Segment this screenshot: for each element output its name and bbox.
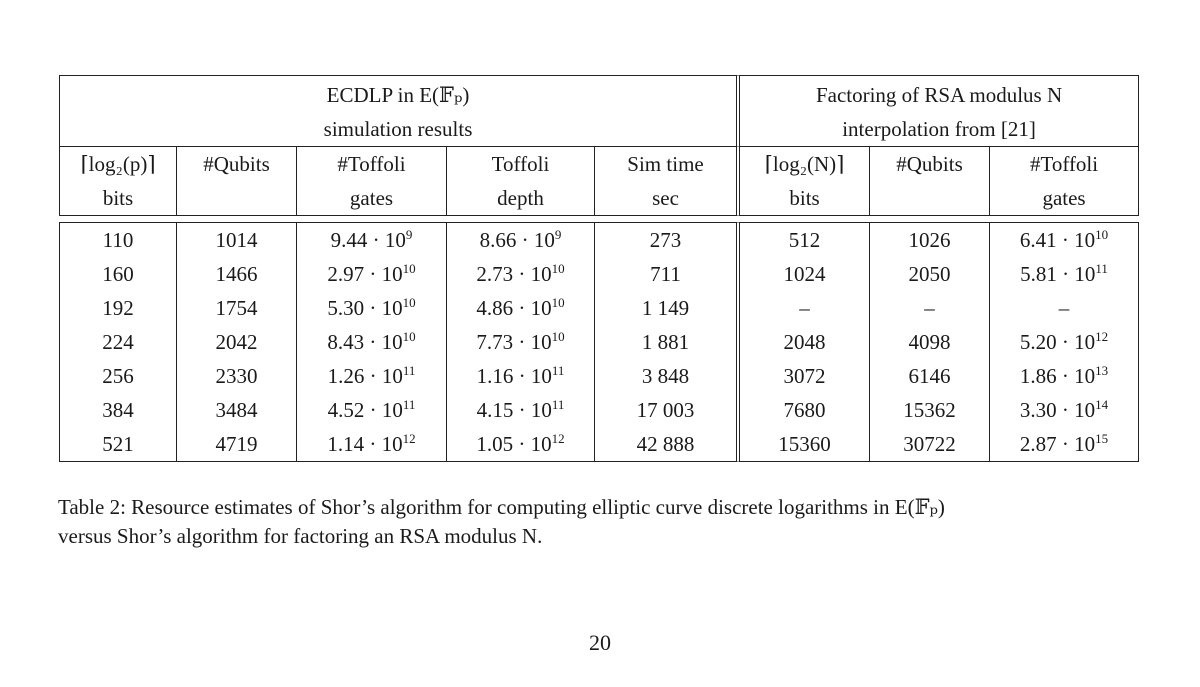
cell-sim-time: 1 149 <box>595 291 740 325</box>
cell-rsa-toffoli-gates-exponent: 14 <box>1095 397 1109 412</box>
cell-ecdlp-toffoli-depth-base: · 10 <box>513 296 552 320</box>
cell-ecdlp-toffoli-depth-mantissa: 1.05 <box>476 432 514 456</box>
cell-ecdlp-qubits: 1754 <box>177 291 297 325</box>
cell-ecdlp-toffoli-gates-mantissa: 9.44 <box>330 228 368 252</box>
cell-log2p-bits: 160 <box>59 257 177 291</box>
cell-rsa-toffoli-gates <box>990 393 1139 427</box>
cell-rsa-toffoli-gates-mantissa: 3.30 <box>1019 398 1057 422</box>
cell-rsa-toffoli-gates-exponent: 10 <box>1095 227 1109 242</box>
cell-rsa-toffoli-gates-base: · 10 <box>1056 330 1096 354</box>
cell-ecdlp-toffoli-depth-base: · 10 <box>513 398 552 422</box>
cell-ecdlp-toffoli-depth-exponent: 11 <box>551 397 565 412</box>
table-row <box>59 222 1139 257</box>
cell-sim-time: 711 <box>595 257 740 291</box>
cell-ecdlp-toffoli-depth-exponent: 11 <box>551 363 565 378</box>
cell-rsa-toffoli-gates-base: · 10 <box>1056 228 1096 252</box>
cell-ecdlp-toffoli-depth <box>447 427 595 462</box>
cell-ecdlp-toffoli-depth-exponent: 10 <box>551 261 565 276</box>
cell-rsa-toffoli-gates <box>990 427 1139 462</box>
cell-ecdlp-toffoli-gates-exponent: 9 <box>405 227 413 242</box>
column-unit-7 <box>870 181 990 216</box>
cell-rsa-toffoli-gates-base: · 10 <box>1056 364 1096 388</box>
column-header-8: #Toffoli <box>990 146 1139 181</box>
cell-log2n-bits: 512 <box>740 222 870 257</box>
cell-rsa-toffoli-gates-mantissa: 2.87 <box>1019 432 1057 456</box>
cell-ecdlp-toffoli-gates <box>297 257 447 291</box>
cell-log2n-bits: – <box>740 291 870 325</box>
cell-ecdlp-toffoli-depth-base: · 10 <box>513 432 552 456</box>
cell-rsa-toffoli-gates-exponent: 13 <box>1095 363 1109 378</box>
cell-rsa-toffoli-gates <box>990 257 1139 291</box>
column-header-row-1 <box>59 146 1139 181</box>
column-unit-5: sec <box>595 181 740 216</box>
cell-ecdlp-toffoli-gates-mantissa: 5.30 <box>327 296 365 320</box>
cell-ecdlp-toffoli-depth-base: · 10 <box>513 330 552 354</box>
cell-log2p-bits: 110 <box>59 222 177 257</box>
cell-ecdlp-toffoli-gates-mantissa: 2.97 <box>327 262 365 286</box>
cell-ecdlp-toffoli-gates-mantissa: 8.43 <box>327 330 365 354</box>
cell-ecdlp-toffoli-gates-base: · 10 <box>364 432 403 456</box>
cell-ecdlp-toffoli-depth-exponent: 10 <box>551 329 565 344</box>
cell-sim-time: 3 848 <box>595 359 740 393</box>
cell-ecdlp-toffoli-gates-exponent: 11 <box>402 397 416 412</box>
cell-rsa-qubits: 4098 <box>870 325 990 359</box>
cell-rsa-qubits: 30722 <box>870 427 990 462</box>
column-unit-1: bits <box>59 181 177 216</box>
cell-rsa-toffoli-gates <box>990 222 1139 257</box>
cell-ecdlp-toffoli-gates-exponent: 10 <box>402 261 416 276</box>
cell-ecdlp-toffoli-gates-mantissa: 1.14 <box>327 432 365 456</box>
cell-ecdlp-toffoli-gates-exponent: 11 <box>402 363 416 378</box>
cell-ecdlp-toffoli-gates-base: · 10 <box>364 364 403 388</box>
cell-ecdlp-toffoli-gates-exponent: 10 <box>402 329 416 344</box>
table-row <box>59 393 1139 427</box>
caption-line-2: versus Shor’s algorithm for factoring an RSA modulus N. <box>58 524 543 548</box>
cell-ecdlp-toffoli-depth-mantissa: 8.66 <box>479 228 517 252</box>
cell-rsa-toffoli-gates-exponent: 11 <box>1095 261 1108 276</box>
resource-estimates-table <box>59 75 1139 462</box>
column-unit-8: gates <box>990 181 1139 216</box>
cell-ecdlp-toffoli-gates <box>297 325 447 359</box>
cell-ecdlp-toffoli-gates <box>297 291 447 325</box>
caption-prefix: Table 2: <box>58 495 126 519</box>
cell-log2p-bits: 224 <box>59 325 177 359</box>
cell-ecdlp-toffoli-depth-mantissa: 1.16 <box>476 364 514 388</box>
cell-ecdlp-toffoli-depth <box>447 291 595 325</box>
cell-rsa-toffoli-gates-base: · 10 <box>1056 398 1096 422</box>
cell-ecdlp-toffoli-depth <box>447 257 595 291</box>
group-header-row-1 <box>59 75 1139 112</box>
cell-log2n-bits: 2048 <box>740 325 870 359</box>
table-row <box>59 427 1139 462</box>
group-right-subtitle: interpolation from [21] <box>740 112 1139 146</box>
table-row <box>59 291 1139 325</box>
cell-log2n-bits: 3072 <box>740 359 870 393</box>
cell-sim-time: 42 888 <box>595 427 740 462</box>
cell-rsa-toffoli-gates-mantissa: 1.86 <box>1019 364 1057 388</box>
cell-sim-time: 273 <box>595 222 740 257</box>
cell-ecdlp-toffoli-gates <box>297 427 447 462</box>
cell-ecdlp-qubits: 2330 <box>177 359 297 393</box>
cell-log2p-bits: 384 <box>59 393 177 427</box>
cell-ecdlp-toffoli-depth-base: · 10 <box>516 228 555 252</box>
column-header-2: #Qubits <box>177 146 297 181</box>
cell-ecdlp-qubits: 4719 <box>177 427 297 462</box>
cell-ecdlp-qubits: 3484 <box>177 393 297 427</box>
cell-ecdlp-toffoli-gates-base: · 10 <box>364 296 403 320</box>
cell-rsa-toffoli-gates-mantissa: 6.41 <box>1019 228 1057 252</box>
group-right-title: Factoring of RSA modulus N <box>740 75 1139 112</box>
cell-ecdlp-toffoli-gates-base: · 10 <box>367 228 406 252</box>
table-caption <box>58 493 1148 551</box>
table-row <box>59 257 1139 291</box>
cell-ecdlp-qubits: 1466 <box>177 257 297 291</box>
resource-estimates-table-container <box>59 75 1139 462</box>
cell-ecdlp-toffoli-depth <box>447 393 595 427</box>
table-row <box>59 359 1139 393</box>
cell-ecdlp-toffoli-gates-mantissa: 4.52 <box>327 398 365 422</box>
cell-log2p-bits: 192 <box>59 291 177 325</box>
cell-ecdlp-toffoli-depth <box>447 325 595 359</box>
cell-ecdlp-toffoli-gates <box>297 222 447 257</box>
cell-ecdlp-toffoli-depth-base: · 10 <box>513 262 552 286</box>
column-header-6: ⌈log₂(N)⌉ <box>740 146 870 181</box>
cell-rsa-qubits: 2050 <box>870 257 990 291</box>
cell-ecdlp-qubits: 2042 <box>177 325 297 359</box>
column-header-row-2 <box>59 181 1139 216</box>
cell-ecdlp-toffoli-gates-exponent: 10 <box>402 295 416 310</box>
cell-log2n-bits: 15360 <box>740 427 870 462</box>
cell-rsa-qubits: 15362 <box>870 393 990 427</box>
cell-ecdlp-toffoli-depth-mantissa: 2.73 <box>476 262 514 286</box>
cell-rsa-toffoli-gates <box>990 359 1139 393</box>
cell-ecdlp-toffoli-depth-mantissa: 7.73 <box>476 330 514 354</box>
column-unit-6: bits <box>740 181 870 216</box>
cell-rsa-toffoli-gates <box>990 291 1139 325</box>
cell-ecdlp-toffoli-gates-mantissa: 1.26 <box>327 364 365 388</box>
column-header-5: Sim time <box>595 146 740 181</box>
cell-rsa-toffoli-gates-base: · 10 <box>1056 432 1096 456</box>
column-header-4: Toffoli <box>447 146 595 181</box>
cell-ecdlp-toffoli-depth <box>447 222 595 257</box>
cell-sim-time: 17 003 <box>595 393 740 427</box>
cell-rsa-toffoli-gates-exponent: 12 <box>1095 329 1109 344</box>
cell-log2p-bits: 256 <box>59 359 177 393</box>
cell-rsa-qubits: 6146 <box>870 359 990 393</box>
cell-ecdlp-toffoli-gates-base: · 10 <box>364 330 403 354</box>
cell-ecdlp-toffoli-depth-base: · 10 <box>513 364 552 388</box>
cell-rsa-toffoli-gates-base: · 10 <box>1056 262 1096 286</box>
column-unit-3: gates <box>297 181 447 216</box>
group-left-title: ECDLP in E(𝔽ₚ) <box>59 75 740 112</box>
cell-ecdlp-toffoli-gates <box>297 359 447 393</box>
cell-ecdlp-toffoli-depth <box>447 359 595 393</box>
caption-line-1: Resource estimates of Shor’s algorithm for computing elliptic curve discrete logarithms in E(𝔽ₚ) <box>125 495 945 519</box>
cell-sim-time: 1 881 <box>595 325 740 359</box>
cell-log2p-bits: 521 <box>59 427 177 462</box>
cell-rsa-qubits: 1026 <box>870 222 990 257</box>
cell-ecdlp-toffoli-gates-base: · 10 <box>364 398 403 422</box>
cell-rsa-toffoli-gates <box>990 325 1139 359</box>
group-left-subtitle: simulation results <box>59 112 740 146</box>
cell-ecdlp-toffoli-depth-exponent: 9 <box>554 227 562 242</box>
cell-rsa-toffoli-gates-mantissa: 5.81 <box>1020 262 1057 286</box>
column-unit-4: depth <box>447 181 595 216</box>
cell-ecdlp-toffoli-depth-mantissa: 4.86 <box>476 296 514 320</box>
group-header-row-2 <box>59 112 1139 146</box>
cell-ecdlp-toffoli-depth-mantissa: 4.15 <box>476 398 514 422</box>
column-header-1: ⌈log₂(p)⌉ <box>59 146 177 181</box>
cell-rsa-toffoli-gates-exponent: 15 <box>1095 431 1109 446</box>
cell-ecdlp-toffoli-gates-exponent: 12 <box>402 431 416 446</box>
page-number: 20 <box>589 630 611 655</box>
cell-ecdlp-toffoli-depth-exponent: 10 <box>551 295 565 310</box>
cell-log2n-bits: 7680 <box>740 393 870 427</box>
cell-rsa-toffoli-gates-dash: – <box>1058 296 1070 320</box>
column-unit-2 <box>177 181 297 216</box>
column-header-7: #Qubits <box>870 146 990 181</box>
cell-log2n-bits: 1024 <box>740 257 870 291</box>
cell-rsa-qubits: – <box>870 291 990 325</box>
cell-ecdlp-qubits: 1014 <box>177 222 297 257</box>
cell-rsa-toffoli-gates-mantissa: 5.20 <box>1019 330 1057 354</box>
column-header-3: #Toffoli <box>297 146 447 181</box>
cell-ecdlp-toffoli-gates-base: · 10 <box>364 262 403 286</box>
cell-ecdlp-toffoli-depth-exponent: 12 <box>551 431 565 446</box>
table-row <box>59 325 1139 359</box>
cell-ecdlp-toffoli-gates <box>297 393 447 427</box>
